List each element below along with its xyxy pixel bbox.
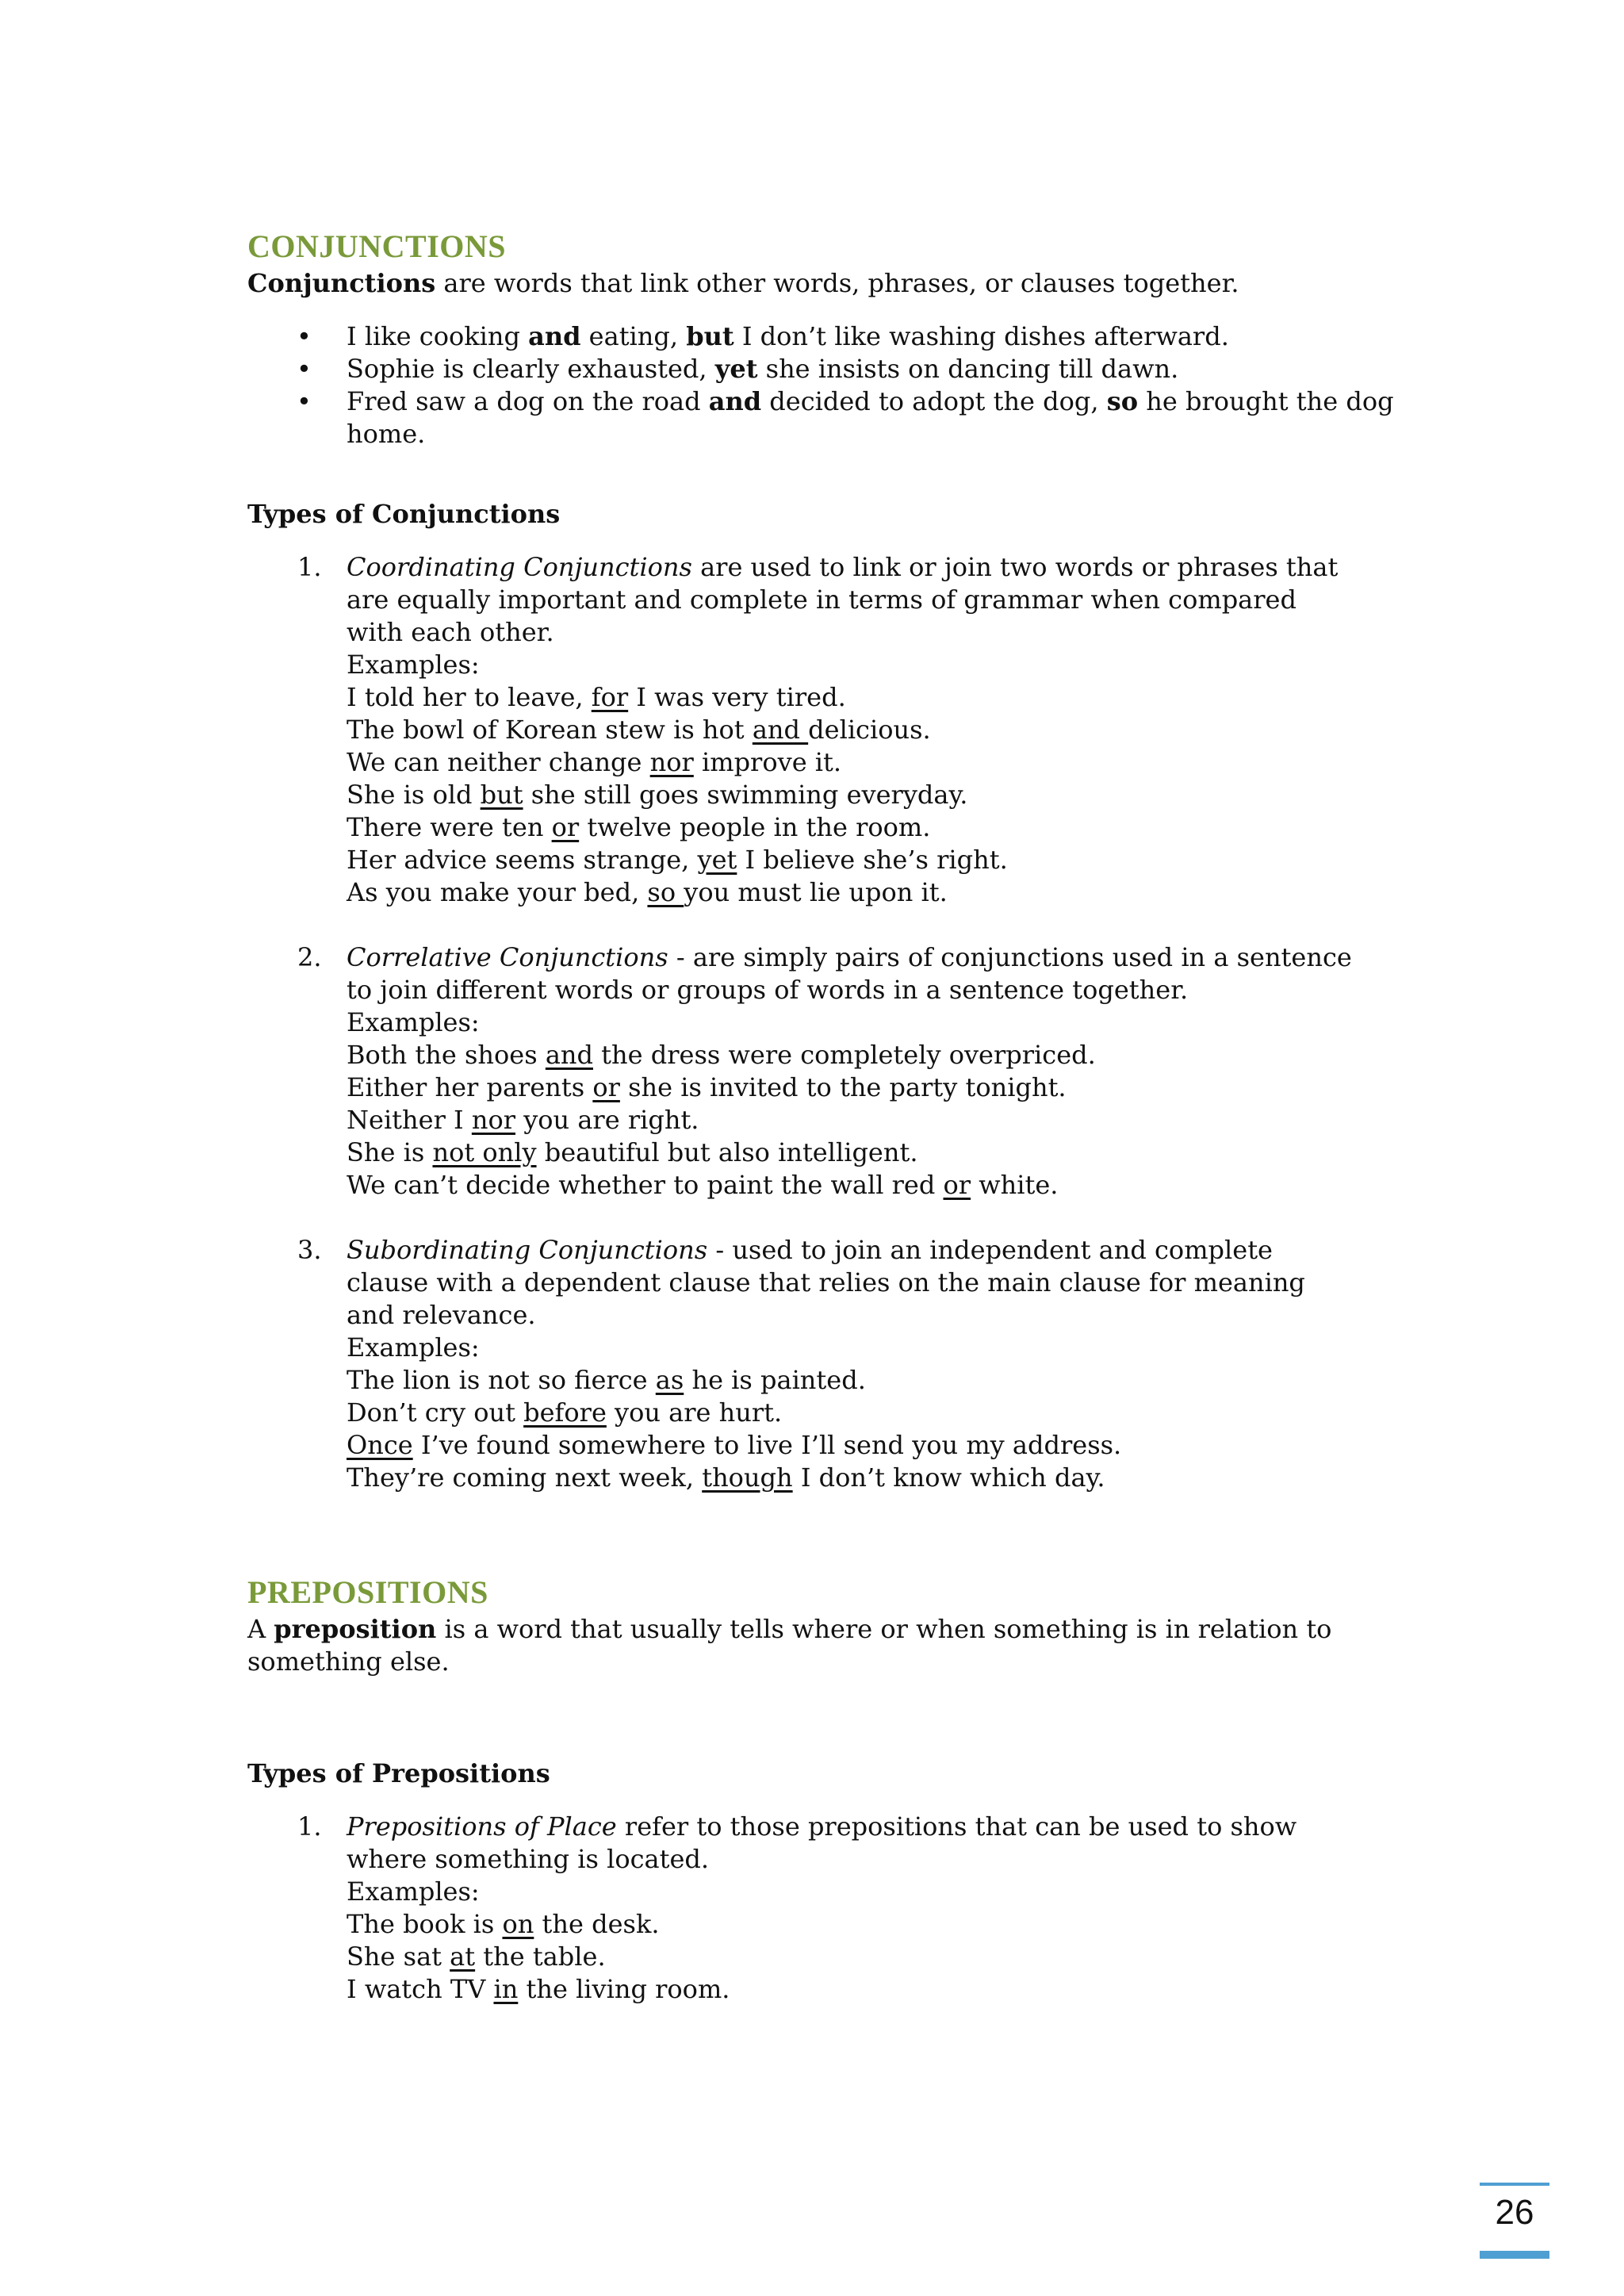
text-run: the desk.: [534, 1909, 660, 1939]
text-run: twelve people in the room.: [579, 812, 931, 842]
bold-text: and: [708, 386, 762, 416]
type-description-line: [347, 1843, 1405, 1876]
text-run: - used to join an independent and complete: [707, 1235, 1273, 1265]
text-run: I don’t like washing dishes afterward.: [733, 321, 1229, 351]
list-number: 3.: [297, 1235, 322, 1265]
underlined-text: and: [545, 1040, 593, 1070]
text-run: he is painted.: [684, 1365, 866, 1395]
italic-text: Subordinating Conjunctions: [347, 1235, 708, 1265]
bullet-item: [247, 353, 1405, 385]
italic-text: Prepositions of Place: [347, 1811, 617, 1842]
text-run: and relevance.: [347, 1300, 536, 1330]
example-sentence: [347, 1941, 1405, 1973]
example-sentence: [347, 746, 1405, 779]
text-run: the dress were completely overpriced.: [593, 1040, 1096, 1070]
example-sentence: [347, 1364, 1405, 1397]
underlined-text: before: [523, 1397, 607, 1428]
text-run: refer to those prepositions that can be used to show: [616, 1811, 1297, 1842]
bullet-item: [247, 320, 1405, 353]
conjunction-types-list: [247, 551, 1405, 1494]
page-content: [247, 228, 1405, 2006]
underlined-text: yet: [697, 845, 737, 875]
example-sentence: [347, 876, 1405, 909]
list-number: 1.: [297, 1811, 322, 1842]
bold-text: and: [528, 321, 581, 351]
bold-text: preposition: [274, 1614, 437, 1644]
conjunctions-example-list: [247, 320, 1405, 450]
text-run: to join different words or groups of words in a sentence together.: [347, 975, 1189, 1005]
type-intro: [347, 941, 1405, 974]
text-run: She is old: [347, 780, 481, 810]
text-run: improve it.: [693, 747, 842, 777]
text-run: something else.: [247, 1646, 450, 1677]
text-run: you must lie upon it.: [684, 877, 948, 907]
page-number: 26: [1480, 2183, 1549, 2259]
example-sentence: [347, 1104, 1405, 1137]
example-sentence: [347, 1071, 1405, 1104]
text-run: eating,: [580, 321, 687, 351]
text-run: with each other.: [347, 617, 554, 647]
text-run: She sat: [347, 1941, 450, 1972]
example-sentence: [347, 714, 1405, 746]
text-run: Her advice seems strange,: [347, 845, 698, 875]
type-description-line: [347, 974, 1405, 1006]
text-run: decided to adopt the dog,: [761, 386, 1107, 416]
example-sentence: [347, 1137, 1405, 1169]
underlined-text: or: [592, 1072, 620, 1102]
list-number: 2.: [297, 942, 322, 972]
example-sentence: [347, 1429, 1405, 1462]
prepositions-section: [247, 1573, 1405, 2006]
underlined-text: but: [480, 780, 523, 810]
underlined-text: on: [502, 1909, 534, 1939]
prepositions-definition: [247, 1613, 1405, 1678]
text-run: are equally important and complete in terms of grammar when compared: [347, 585, 1297, 615]
text-run: you are right.: [515, 1105, 699, 1135]
type-description-line: [347, 1299, 1405, 1332]
text-run: I don’t know which day.: [792, 1462, 1105, 1493]
text-run: Sophie is clearly exhausted,: [347, 354, 715, 384]
underlined-text: Once: [347, 1430, 413, 1460]
type-intro: [347, 1234, 1405, 1267]
definition-line: [247, 1646, 1405, 1678]
text-run: Neither I: [347, 1105, 472, 1135]
text-run: beautiful but also intelligent.: [536, 1137, 918, 1167]
type-description-line: [347, 1267, 1405, 1299]
text-run: As you make your bed,: [347, 877, 648, 907]
text-run: she still goes swimming everyday.: [523, 780, 968, 810]
text-run: are words that link other words, phrases, or clauses together.: [435, 268, 1239, 298]
bold-text: yet: [714, 354, 758, 384]
conjunction-type-subordinating: [247, 1234, 1405, 1494]
type-intro: [347, 1811, 1405, 1843]
text-run: They’re coming next week,: [347, 1462, 703, 1493]
text-run: I believe she’s right.: [737, 845, 1008, 875]
text-run: he brought the dog home.: [347, 386, 1394, 449]
example-sentence: [347, 1169, 1405, 1202]
conjunction-type-coordinating: [247, 551, 1405, 909]
preposition-types-list: [247, 1811, 1405, 2006]
bullet-text: [347, 386, 1394, 449]
conjunctions-heading: CONJUNCTIONS: [247, 228, 507, 264]
text-run: I told her to leave,: [347, 682, 592, 712]
example-sentence: [347, 844, 1405, 876]
example-sentence: [347, 811, 1405, 844]
text-run: I watch TV: [347, 1974, 494, 2004]
underlined-text: nor: [649, 747, 694, 777]
text-run: I like cooking: [347, 321, 529, 351]
text-run: I’ve found somewhere to live I’ll send you my address.: [412, 1430, 1122, 1460]
list-number: 1.: [297, 552, 322, 582]
example-sentence: [347, 681, 1405, 714]
text-run: There were ten: [347, 812, 552, 842]
bullet-icon: •: [297, 321, 312, 351]
italic-text: Coordinating Conjunctions: [347, 552, 692, 582]
underlined-text: not only: [432, 1137, 537, 1167]
preposition-type-place: [247, 1811, 1405, 2006]
examples-label: Examples:: [347, 1007, 480, 1037]
type-description-line: [347, 616, 1405, 649]
text-run: are used to link or join two words or phrases that: [691, 552, 1339, 582]
text-run: where something is located.: [347, 1844, 710, 1874]
underlined-text: or: [551, 812, 580, 842]
text-run: the table.: [475, 1941, 606, 1972]
text-run: - are simply pairs of conjunctions used in a sentence: [668, 942, 1352, 972]
underlined-text: nor: [471, 1105, 516, 1135]
text-run: She is: [347, 1137, 433, 1167]
text-run: you are hurt.: [606, 1397, 783, 1428]
text-run: The bowl of Korean stew is hot: [347, 715, 753, 745]
bullet-text: [347, 354, 1178, 384]
types-of-prepositions-heading: Types of Prepositions: [247, 1758, 550, 1788]
example-sentence: [347, 1973, 1405, 2006]
bold-text: but: [686, 321, 734, 351]
text-run: The lion is not so fierce: [347, 1365, 656, 1395]
bullet-icon: •: [297, 386, 312, 416]
prepositions-heading: PREPOSITIONS: [247, 1574, 488, 1610]
underlined-text: in: [493, 1974, 519, 2004]
bullet-item: [247, 385, 1405, 450]
conjunctions-section: [247, 228, 1405, 1494]
bold-text: so: [1106, 386, 1139, 416]
text-run: delicious.: [808, 715, 931, 745]
underlined-text: or: [943, 1170, 971, 1200]
text-run: clause with a dependent clause that relies on the main clause for meaning: [347, 1267, 1305, 1297]
type-description-line: [347, 584, 1405, 616]
text-run: The book is: [347, 1909, 503, 1939]
example-sentence: [347, 1908, 1405, 1941]
conjunction-type-correlative: [247, 941, 1405, 1202]
text-run: she is invited to the party tonight.: [619, 1072, 1067, 1102]
underlined-text: as: [655, 1365, 684, 1395]
underlined-text: and: [752, 715, 809, 745]
example-sentence: [347, 779, 1405, 811]
text-run: Both the shoes: [347, 1040, 546, 1070]
examples-label: Examples:: [347, 1876, 480, 1907]
underlined-text: so: [647, 877, 684, 907]
text-run: A: [247, 1614, 274, 1644]
examples-label: Examples:: [347, 650, 480, 680]
underlined-text: for: [591, 682, 629, 712]
text-run: We can neither change: [347, 747, 650, 777]
bold-text: Conjunctions: [247, 268, 436, 298]
text-run: she insists on dancing till dawn.: [757, 354, 1179, 384]
conjunctions-definition: [247, 267, 1405, 300]
text-run: Fred saw a dog on the road: [347, 386, 709, 416]
types-of-conjunctions-heading: Types of Conjunctions: [247, 499, 561, 529]
text-run: the living room.: [518, 1974, 730, 2004]
text-run: I was very tired.: [628, 682, 846, 712]
type-intro: [347, 551, 1405, 584]
examples-label: Examples:: [347, 1332, 480, 1363]
bullet-text: [347, 321, 1229, 351]
italic-text: Correlative Conjunctions: [347, 942, 668, 972]
text-run: Don’t cry out: [347, 1397, 524, 1428]
bullet-icon: •: [297, 354, 312, 384]
example-sentence: [347, 1397, 1405, 1429]
text-run: We can’t decide whether to paint the wall red: [347, 1170, 944, 1200]
example-sentence: [347, 1039, 1405, 1071]
example-sentence: [347, 1462, 1405, 1494]
underlined-text: though: [702, 1462, 793, 1493]
text-run: is a word that usually tells where or when something is in relation to: [436, 1614, 1332, 1644]
text-run: white.: [971, 1170, 1059, 1200]
definition-line: [247, 1613, 1405, 1646]
underlined-text: at: [450, 1941, 476, 1972]
text-run: Either her parents: [347, 1072, 593, 1102]
